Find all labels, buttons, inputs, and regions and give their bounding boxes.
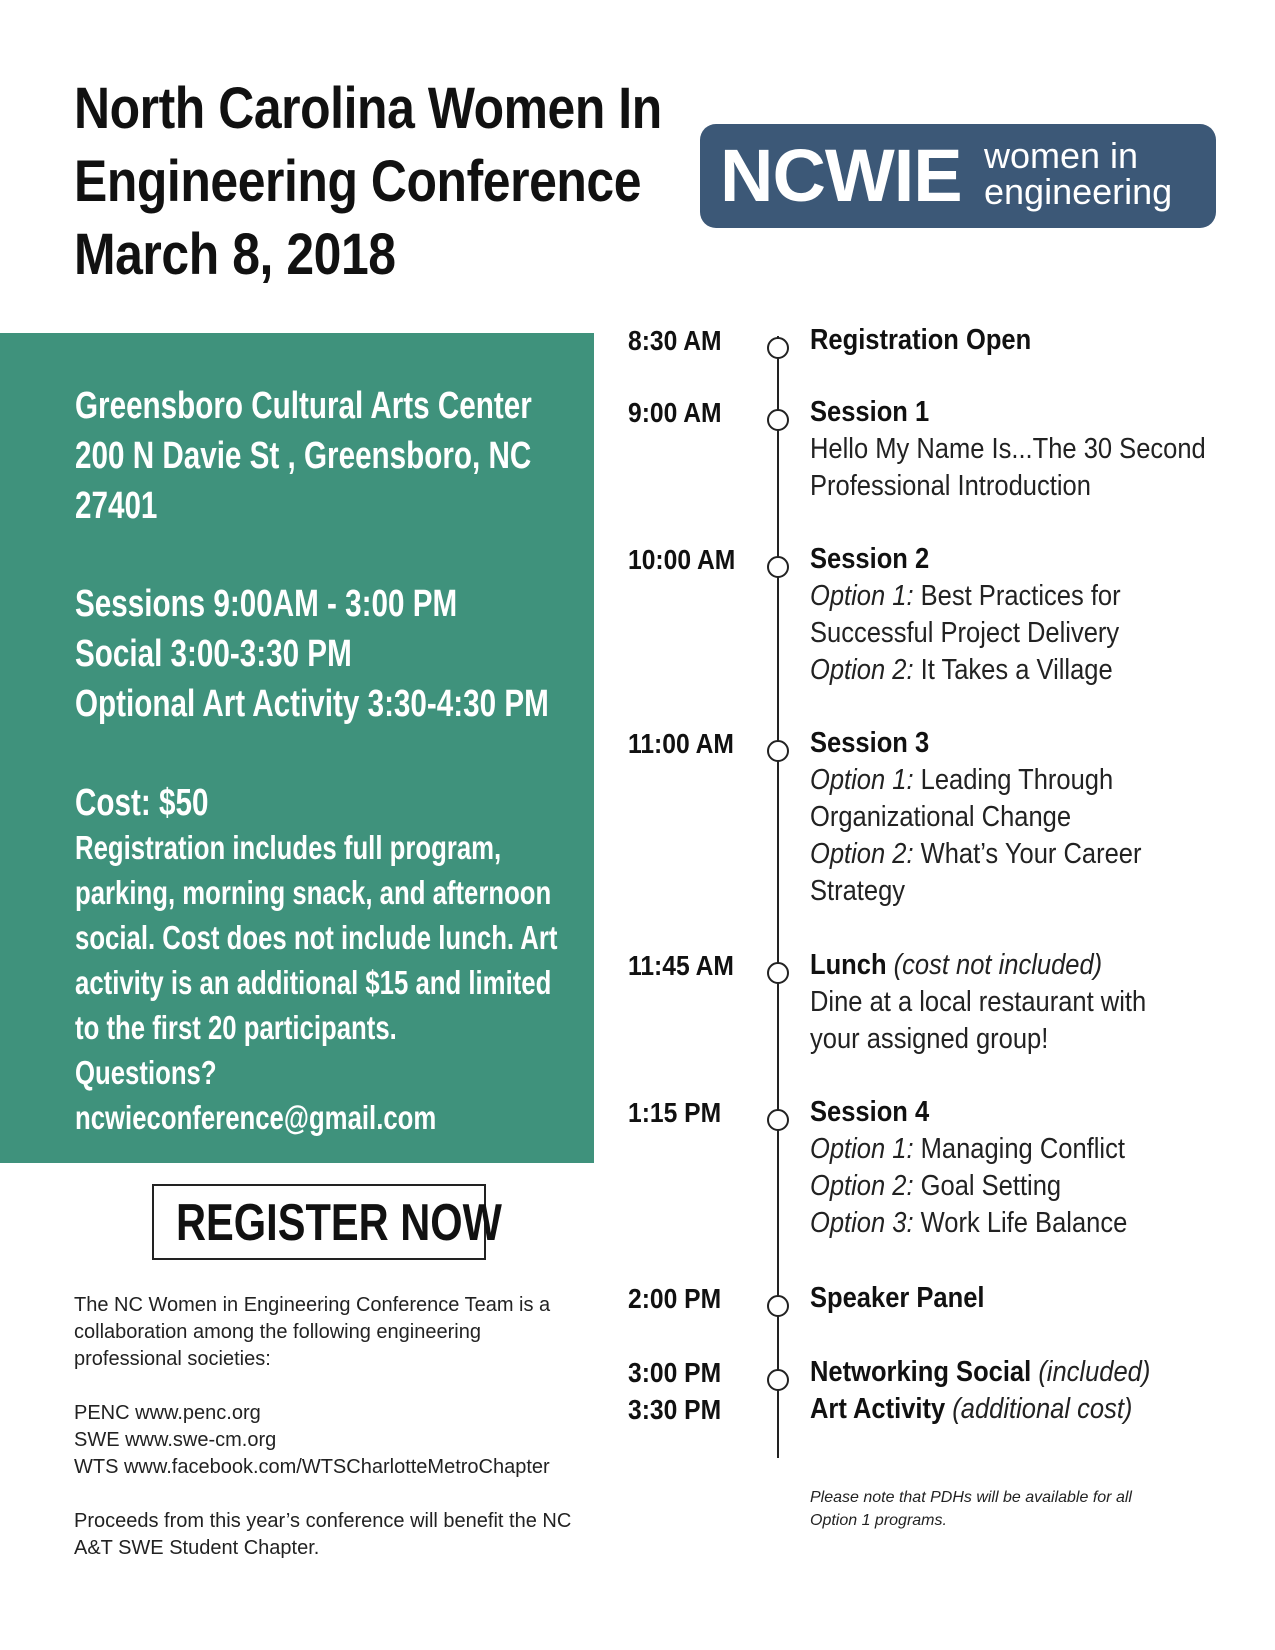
event-title: Lunch xyxy=(810,949,887,981)
option-text: It Takes a Village xyxy=(913,654,1113,686)
event-session-2 xyxy=(810,541,1240,689)
timeline-node-icon xyxy=(767,337,789,359)
event-desc: Professional Introduction xyxy=(810,470,1091,502)
event-registration xyxy=(810,322,1240,359)
time-label: 3:30 PM xyxy=(628,1394,722,1425)
time-label: 10:00 AM xyxy=(628,544,736,575)
pdh-note xyxy=(810,1486,1132,1532)
event-networking xyxy=(810,1354,1240,1428)
event-lunch xyxy=(810,947,1240,1058)
time-label: 11:00 AM xyxy=(628,728,734,759)
event-desc: your assigned group! xyxy=(810,1023,1049,1055)
option-label: Option 1: xyxy=(810,764,914,796)
register-now-label: REGISTER NOW xyxy=(176,1194,502,1252)
option-label: Option 3: xyxy=(810,1207,914,1239)
event-session-4 xyxy=(810,1094,1240,1242)
wts-link[interactable]: WTS www.facebook.com/WTSCharlotteMetroChapter xyxy=(74,1456,550,1478)
collab-intro-line: collaboration among the following engineering xyxy=(74,1321,481,1343)
option-text: Strategy xyxy=(810,875,906,907)
event-note: (additional cost) xyxy=(945,1393,1133,1425)
time-label: 8:30 AM xyxy=(628,325,722,356)
logo-mark: NCWIE xyxy=(720,134,962,217)
contact-email[interactable]: ncwieconference@gmail.com xyxy=(75,1099,437,1136)
ncwie-logo xyxy=(700,124,1216,228)
swe-link[interactable]: SWE www.swe-cm.org xyxy=(74,1429,277,1451)
event-title: Networking Social xyxy=(810,1356,1032,1388)
times-block xyxy=(75,579,549,729)
time-label: 3:00 PM xyxy=(628,1357,722,1388)
sessions-time: Sessions 9:00AM - 3:00 PM xyxy=(75,583,458,625)
venue-zip: 27401 xyxy=(75,485,158,527)
event-desc: Dine at a local restaurant with xyxy=(810,986,1147,1018)
time-label: 11:45 AM xyxy=(628,950,734,981)
venue-address: 200 N Davie St , Greensboro, NC xyxy=(75,435,532,477)
proceeds-line: A&T SWE Student Chapter. xyxy=(74,1537,320,1559)
venue-block xyxy=(75,381,532,531)
cost-description xyxy=(75,825,557,1140)
timeline-node-icon xyxy=(767,1369,789,1391)
time-label: 9:00 AM xyxy=(628,397,722,428)
logo-sub-line: engineering xyxy=(984,171,1173,212)
timeline-node-icon xyxy=(767,556,789,578)
timeline-node-icon xyxy=(767,1109,789,1131)
pdh-note-line: Please note that PDHs will be available for all xyxy=(810,1489,1132,1506)
cost-desc-line: social. Cost does not include lunch. Art xyxy=(75,919,558,956)
time-label: 1:15 PM xyxy=(628,1097,722,1128)
event-title: Speaker Panel xyxy=(810,1282,985,1314)
timeline-node-icon xyxy=(767,962,789,984)
option-text: Goal Setting xyxy=(913,1170,1062,1202)
option-text: What’s Your Career xyxy=(913,838,1142,870)
event-title: Registration Open xyxy=(810,324,1032,356)
event-title: Art Activity xyxy=(810,1393,946,1425)
logo-subtitle xyxy=(984,135,1173,212)
art-time: Optional Art Activity 3:30-4:30 PM xyxy=(75,683,549,725)
cost-label: Cost: $50 xyxy=(75,782,209,824)
collab-intro-line: professional societies: xyxy=(74,1348,271,1370)
cost-desc-line: activity is an additional $15 and limited xyxy=(75,964,552,1001)
event-session-1 xyxy=(810,394,1240,505)
collaboration-info xyxy=(74,1292,594,1589)
timeline-node-icon xyxy=(767,1295,789,1317)
page-title xyxy=(74,72,662,291)
cost-desc-line: to the first 20 participants. xyxy=(75,1009,397,1046)
proceeds-line: Proceeds from this year’s conference will benefit the NC xyxy=(74,1510,572,1532)
event-speaker-panel xyxy=(810,1280,1240,1317)
venue-name: Greensboro Cultural Arts Center xyxy=(75,385,532,427)
event-session-3 xyxy=(810,725,1240,910)
event-title: Session 2 xyxy=(810,543,930,575)
option-label: Option 2: xyxy=(810,654,914,686)
penc-link[interactable]: PENC www.penc.org xyxy=(74,1402,261,1424)
event-title: Session 4 xyxy=(810,1096,930,1128)
event-title: Session 3 xyxy=(810,727,930,759)
cost-desc-line: Registration includes full program, xyxy=(75,829,502,866)
pdh-note-line: Option 1 programs. xyxy=(810,1512,947,1529)
info-panel xyxy=(0,333,594,1163)
option-text: Leading Through xyxy=(913,764,1114,796)
timeline-node-icon xyxy=(767,740,789,762)
collab-intro-line: The NC Women in Engineering Conference Team is a xyxy=(74,1294,551,1316)
register-now-button[interactable] xyxy=(152,1184,502,1260)
event-note: (included) xyxy=(1031,1356,1151,1388)
timeline-line xyxy=(777,336,779,1458)
title-date: March 8, 2018 xyxy=(74,222,396,287)
option-text: Best Practices for xyxy=(913,580,1121,612)
option-label: Option 2: xyxy=(810,838,914,870)
event-title: Session 1 xyxy=(810,396,930,428)
event-desc: Hello My Name Is...The 30 Second xyxy=(810,433,1206,465)
option-text: Managing Conflict xyxy=(913,1133,1125,1165)
cost-desc-line: parking, morning snack, and afternoon xyxy=(75,874,552,911)
social-time: Social 3:00-3:30 PM xyxy=(75,633,352,675)
title-line: Engineering Conference xyxy=(74,149,642,214)
option-label: Option 1: xyxy=(810,1133,914,1165)
option-label: Option 2: xyxy=(810,1170,914,1202)
event-note: (cost not included) xyxy=(886,949,1103,981)
option-text: Organizational Change xyxy=(810,801,1072,833)
title-line: North Carolina Women In xyxy=(74,76,662,141)
option-text: Successful Project Delivery xyxy=(810,617,1120,649)
questions-label: Questions? xyxy=(75,1054,217,1091)
time-label: 2:00 PM xyxy=(628,1283,722,1314)
option-label: Option 1: xyxy=(810,580,914,612)
timeline-node-icon xyxy=(767,409,789,431)
logo-sub-line: women in xyxy=(984,135,1139,176)
option-text: Work Life Balance xyxy=(913,1207,1128,1239)
